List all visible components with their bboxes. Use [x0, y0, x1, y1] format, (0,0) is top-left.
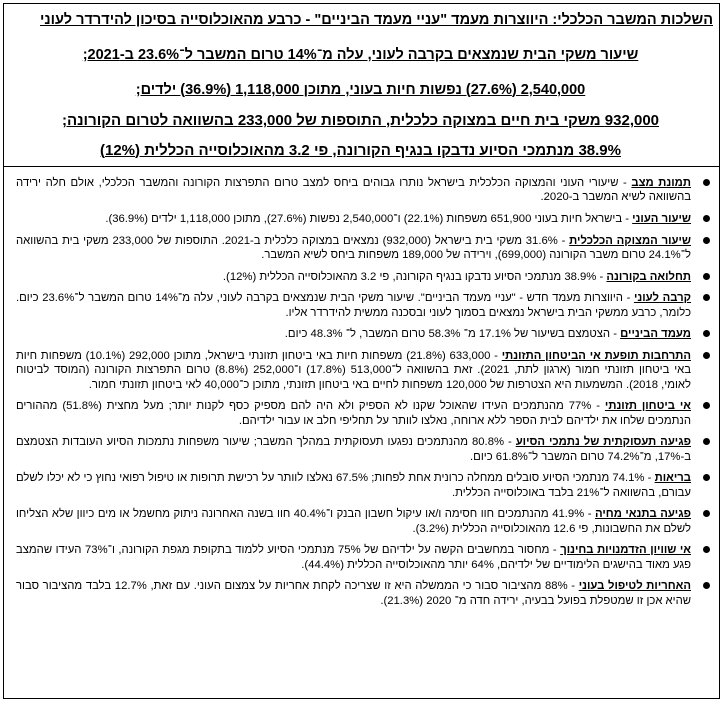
list-item: [16, 291, 713, 320]
findings-list: [16, 176, 713, 615]
headline-poverty-people: [8, 82, 713, 98]
bullet-dot-icon: [703, 438, 710, 445]
bullet-label: אי ביטחון תזונתי: [604, 400, 692, 413]
bullet-text: - 88% מהציבור סבור כי הממשלה היא זו שצריכה לקחת אחריות על צמצום העוני. עם זאת, 12.7% בלבד מהציבור סבור שהיא אכן זו שמטפלת בפועל בבעיה, ירידה חדה מ־ 2020 (21.3%).: [16, 580, 691, 607]
bullet-dot-icon: [703, 582, 710, 589]
bullet-label: התרחבות תופעת אי הביטחון התזונתי: [501, 350, 691, 363]
headline-economic-distress-text: 932,000 משקי בית חיים במצוקה כלכלית, התוספות של 233,000 בהשוואה לטרום הקורונה;: [61, 112, 660, 129]
list-item: [16, 507, 713, 536]
bullet-dot-icon: [703, 330, 710, 337]
bullet-text: - 31.6% משקי בית בישראל (932,000) נמצאים במצוקה כלכלית ב-2021. התוספות של 233,000 משקי בית בהשוואה ל־24.1% טרום משבר הקורונה (699,000), וירידה של 189,000 משפחות ביחס לשיא המשבר.: [16, 234, 691, 261]
bullet-dot-icon: [703, 546, 710, 553]
list-item: [16, 579, 713, 608]
headline-corona-infection-text: 38.9% מנתמכי הסיוע נדבקו בנגיף הקורונה, פי 3.2 מהאוכלוסייה הכללית (12%): [100, 142, 621, 159]
headline-near-poverty-text: שיעור משקי הבית שנמצאים בקרבה לעוני, עלה מ־14% טרום המשבר ל־23.6% ב-2021;: [82, 47, 639, 63]
bullet-dot-icon: [703, 402, 710, 409]
headline-title: [8, 12, 713, 28]
bullet-text: - בישראל חיות בעוני 651,900 משפחות (22.1%) ו־2,540,000 נפשות (27.6%), מתוכן 1,118,000 ילדים (36.9%).: [105, 212, 633, 225]
bullet-label: בריאות: [654, 472, 691, 485]
bullet-label: מעמד הביניים: [620, 328, 691, 341]
bullet-text: - שיעורי העוני והמצוקה הכלכלית בישראל נותרו גבוהים ביחס למצב טרום התפרצות הקורונה והמשבר הכלכלי, אולם חלה ירידה בהשוואה לשיא המשבר ב-2020.: [16, 177, 691, 204]
list-item: [16, 399, 713, 428]
bullet-text: - 41.9% מהנתמכים חוו חסימה ו/או עיקול חשבון הבנק ו־40.4% חוו בשנה האחרונה ניתוק מחשמל או מים כיוון שלא הצליחו לשלם את החשבונות, פי 12.6 מהאוכלוסייה הכללית (3.2%).: [16, 508, 691, 535]
bullet-text: - הצטמצם בשיעור של 17.1% מ־ 58.3% טרום המשבר, ל־ 48.3% כיום.: [284, 328, 621, 341]
headline-near-poverty: [8, 47, 713, 63]
list-item: [16, 349, 713, 392]
bullet-label: אי שוויון הזדמנויות בחינוך: [560, 544, 691, 557]
bullet-label: שיעור העוני: [632, 212, 691, 225]
headline-poverty-people-text: 2,540,000 (27.6%) נפשות חיות בעוני, מתוכן 1,118,000 (36.9%) ילדים;: [135, 82, 586, 98]
bullet-dot-icon: [703, 179, 710, 186]
bullet-dot-icon: [703, 294, 710, 301]
bullet-dot-icon: [703, 352, 710, 359]
list-item: [16, 435, 713, 464]
bullet-text: - מחסור במחשבים הקשה על ילדיהם של 75% מנתמכי הסיוע ללמוד בתקופת מגפת הקורונה, ו־73% העידו שהמצב פגע מאוד בהישגים הלימודיים של ילדיהם, 64% יותר מהאוכלוסייה הכללית (44.4%).: [16, 544, 691, 571]
bullet-label: האחריות לטיפול בעוני: [578, 580, 691, 593]
bullet-text: - 80.8% מהנתמכים נפגעו תעסוקתית במהלך המשבר; שיעור משפחות נתמכות הסיוע העובדות הצטמצם ב-17%, מ־74.2% טרום המשבר ל־61.8% כיום.: [16, 436, 691, 463]
list-item: [16, 176, 713, 205]
list-item: [16, 270, 713, 284]
list-item: [16, 471, 713, 500]
bullet-label: קרבה לעוני: [633, 292, 691, 305]
bullet-dot-icon: [703, 474, 710, 481]
bullet-text: - 77% מהנתמכים העידו שהאוכל שקנו לא הספיק ולא היה להם מספיק כסף לקנות יותר; מעל מחצית (51.8%) מההורים הנתמכים שלחו את ילדיהם לבית הספר ללא ארוחה, נאלצו לוותר על תחליפי חלב או עבור ילדיהם.: [16, 400, 691, 427]
bullet-label: שיעור המצוקה הכלכלית: [569, 234, 691, 247]
bullet-dot-icon: [703, 273, 710, 280]
bullet-dot-icon: [703, 215, 710, 222]
section-divider: [3, 166, 720, 167]
bullet-label: תמונת מצב: [631, 177, 691, 189]
bullet-dot-icon: [703, 237, 710, 244]
bullet-text: - היווצרות מעמד חדש - "עניי מעמד הביניים". שיעור משקי הבית שנמצאים בקרבה לעוני, עלה מ־14% טרום המשבר ל־23.6% כיום. כלומר, כרבע ממשקי הבית בישראל נמצאים בסמוך לעוני ובסכנה ממשית להידרדר אליו.: [16, 292, 691, 319]
bullet-dot-icon: [703, 510, 710, 517]
bullet-text: - 74.1% מנתמכי הסיוע סובלים ממחלה כרונית אחת לפחות; 67.5% נאלצו לוותר על רכישת תרופות או טיפול רפואי נחוץ כי לא יכלו לשלם עבורם, בהשוואה ל־21% בלבד באוכלוסייה הכללית.: [16, 472, 691, 499]
bullet-label: פגיעה בתנאי מחיה: [594, 508, 691, 521]
bullet-text: - 38.9% מנתמכי הסיוע נדבקו בנגיף הקורונה, פי 3.2 מהאוכלוסייה הכללית (12%).: [222, 270, 607, 283]
headline-corona-infection: [8, 142, 713, 159]
list-item: [16, 327, 713, 341]
headline-title-text: השלכות המשבר הכלכלי: היווצרות מעמד "עניי מעמד הביניים" - כרבע מהאוכלוסייה בסיכון להידרדר לעוני: [39, 12, 713, 28]
list-item: [16, 212, 713, 226]
bullet-text: - 633,000 (21.8%) משפחות חיות באי ביטחון תזונתי בישראל, מתוכן 292,000 (10.1%) משפחות חיות באי ביטחון תזונתי חמור (ארגון לתת, 2021). זאת בהשוואה ל־513,000 (17.8%) ו־252,000 (8.8%) טרום התפרצות הקורונה (המוסד לביטוח לאומי, 2018). המשמעות היא הצטרפות של 120,000 משפחות לחיים באי ביטחון תזונתי, מתוכן כ־40,000 לאי ביטחון תזונתי חמור.: [16, 350, 692, 391]
bullet-label: תחלואה בקורונה: [606, 270, 691, 283]
bullet-label: פגיעה תעסוקתית של נתמכי הסיוע: [515, 436, 691, 449]
list-item: [16, 543, 713, 572]
list-item: [16, 234, 713, 263]
headline-economic-distress: [8, 112, 713, 129]
